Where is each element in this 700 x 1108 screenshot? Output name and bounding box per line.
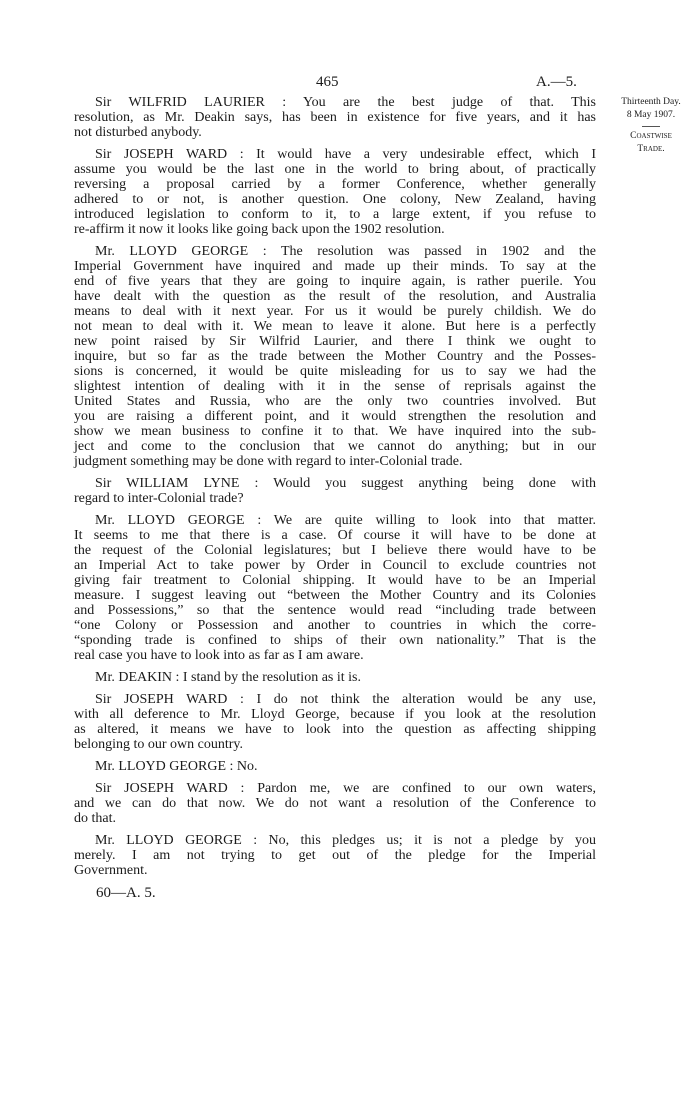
margin-topic-2: Trade. — [637, 144, 665, 154]
text-line: means to deal with it next year. For us it would be purely childish. We do — [74, 304, 596, 319]
margin-date: 8 May 1907. — [626, 110, 676, 120]
text-line: as altered, it means we have to look into the question as affecting shipping — [74, 722, 596, 737]
text-line: introduced legislation to conform to it, to a large extent, if you refuse to — [74, 207, 596, 222]
margin-topic: Coastwise — [630, 131, 672, 141]
text-line: the request of the Colonial legislatures; but I believe there would have to be — [74, 543, 596, 558]
text-line: “one Colony or Possession and another to countries in which the corre- — [74, 618, 596, 633]
speech-paragraph — [74, 670, 596, 685]
document-body — [74, 95, 596, 902]
text-line: Mr. DEAKIN : I stand by the resolution as it is. — [95, 670, 361, 685]
text-line: Sir JOSEPH WARD : Pardon me, we are confined to our own waters, — [95, 781, 596, 796]
text-line: not mean to deal with it. We mean to leave it alone. But here is a perfectly — [74, 319, 596, 334]
text-line: Mr. LLOYD GEORGE : No. — [95, 759, 258, 774]
text-line: real case you have to look into as far as I am aware. — [74, 648, 364, 663]
text-line: slightest intention of dealing with it in the sense of reprisals against the — [74, 379, 596, 394]
margin-note — [606, 96, 696, 156]
text-line: not disturbed anybody. — [74, 125, 202, 140]
text-line: ject and come to the conclusion that we cannot do anything; but in our — [74, 439, 596, 454]
text-line: resolution, as Mr. Deakin says, has been in existence for five years, and it has — [74, 110, 596, 125]
text-line: measure. I suggest leaving out “between the Mother Country and its Colonies — [74, 588, 596, 603]
text-line: merely. I am not trying to get out of the pledge for the Imperial — [74, 848, 596, 863]
speech-paragraph — [74, 692, 596, 752]
text-line: Government. — [74, 863, 148, 878]
margin-rule — [642, 126, 660, 127]
text-line: Mr. LLOYD GEORGE : No, this pledges us; it is not a pledge by you — [95, 833, 596, 848]
speech-paragraph — [74, 244, 596, 469]
text-line: with all deference to Mr. Lloyd George, because if you look at the resolution — [74, 707, 596, 722]
speech-paragraph — [74, 759, 596, 774]
speech-paragraph — [74, 95, 596, 140]
text-line: have dealt with the question as the result of the resolution, and Australia — [74, 289, 596, 304]
text-line: “sponding trade is confined to ships of their own nationality.” That is the — [74, 633, 596, 648]
text-line: sions is concerned, it would be quite misleading for us to say we had the — [74, 364, 596, 379]
speech-paragraph — [74, 476, 596, 506]
text-line: and Possessions,” so that the sentence would read “including trade between — [74, 603, 596, 618]
text-line: adhered to or not, is another question. One colony, New Zealand, having — [74, 192, 596, 207]
text-line: you are raising a different point, and it would strengthen the resolution and — [74, 409, 596, 424]
text-line: do that. — [74, 811, 116, 826]
document-reference: A.—5. — [536, 74, 577, 90]
text-line: an Imperial Act to take power by Order in Council to exclude countries not — [74, 558, 596, 573]
page-number: 465 — [316, 74, 339, 90]
text-line: Mr. LLOYD GEORGE : We are quite willing to look into that matter. — [95, 513, 596, 528]
text-line: Sir JOSEPH WARD : I do not think the alteration would be any use, — [95, 692, 596, 707]
text-line: judgment something may be done with regard to inter-Colonial trade. — [74, 454, 463, 469]
text-line: reversing a proposal carried by a former Conference, whether generally — [74, 177, 596, 192]
speech-paragraph — [74, 781, 596, 826]
margin-day: Thirteenth Day. — [621, 97, 681, 107]
speech-paragraph — [74, 147, 596, 237]
speech-paragraph — [74, 513, 596, 663]
paragraphs — [74, 95, 596, 878]
text-line: United States and Russia, who are the only two countries involved. But — [74, 394, 596, 409]
text-line: Sir WILLIAM LYNE : Would you suggest anything being done with — [95, 476, 596, 491]
text-line: and we can do that now. We do not want a resolution of the Conference to — [74, 796, 596, 811]
text-line: show we mean business to confine it to that. We have inquired into the sub- — [74, 424, 596, 439]
text-line: giving fair treatment to Colonial shipping. It would have to be an Imperial — [74, 573, 596, 588]
signature-mark: 60—A. 5. — [96, 885, 156, 901]
text-line: It seems to me that there is a case. Of course it will have to be done at — [74, 528, 596, 543]
text-line: new point raised by Sir Wilfrid Laurier, and there I think we ought to — [74, 334, 596, 349]
text-line: belonging to our own country. — [74, 737, 244, 752]
text-line: inquire, but so far as the trade between the Mother Country and the Posses- — [74, 349, 596, 364]
text-line: Imperial Government have inquired and made up their minds. To say at the — [74, 259, 596, 274]
text-line: re-affirm it now it looks like going back upon the 1902 resolution. — [74, 222, 445, 237]
speech-paragraph — [74, 833, 596, 878]
text-line: Sir WILFRID LAURIER : You are the best judge of that. This — [95, 95, 596, 110]
text-line: Sir JOSEPH WARD : It would have a very undesirable effect, which I — [95, 147, 596, 162]
text-line: regard to inter-Colonial trade? — [74, 491, 244, 506]
text-line: end of five years that they are going to inquire again, is rather puerile. You — [74, 274, 596, 289]
text-line: assume you would be the last one in the world to bring about, of practically — [74, 162, 596, 177]
text-line: Mr. LLOYD GEORGE : The resolution was passed in 1902 and the — [95, 244, 596, 259]
